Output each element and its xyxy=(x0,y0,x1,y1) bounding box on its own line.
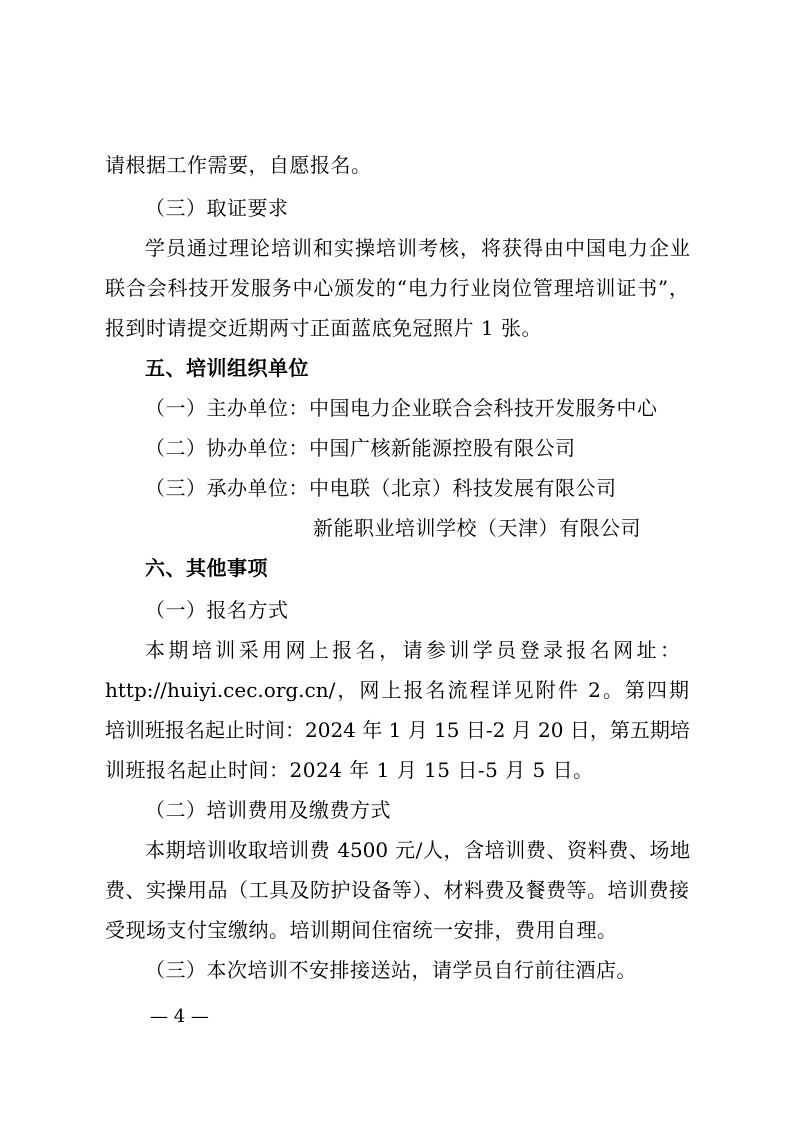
organizer-undertaker-second: 新能职业培训学校（天津）有限公司 xyxy=(313,516,641,540)
text-line: 培训班报名起止时间：2024 年 1 月 15 日-2 月 20 日，第五期培 xyxy=(105,718,690,742)
text-line: 受现场支付宝缴纳。培训期间住宿统一安排，费用自理。 xyxy=(105,918,618,942)
section-heading: 五、培训组织单位 xyxy=(145,356,309,380)
text-line: http://huiyi.cec.org.cn/，网上报名流程详见附件 2。第四期 xyxy=(105,678,689,702)
page-number: — 4 — xyxy=(150,1006,209,1027)
subsection-heading: （一）报名方式 xyxy=(145,598,289,622)
text-line: 报到时请提交近期两寸正面蓝底免冠照片 1 张。 xyxy=(105,316,542,340)
text-line: 请根据工作需要，自愿报名。 xyxy=(105,153,372,177)
organizer-co-host: （二）协办单位：中国广核新能源控股有限公司 xyxy=(145,436,576,460)
text-line: 本期培训收取培训费 4500 元/人，含培训费、资料费、场地 xyxy=(145,838,690,862)
text-line: 联合会科技开发服务中心颁发的“电力行业岗位管理培训证书”， xyxy=(105,276,689,300)
text-line: 训班报名起止时间：2024 年 1 月 15 日-5 月 5 日。 xyxy=(105,758,594,782)
text-line: 学员通过理论培训和实操培训考核，将获得由中国电力企业 xyxy=(145,236,690,260)
subsection-heading: （三）取证要求 xyxy=(145,196,289,220)
organizer-undertaker: （三）承办单位：中电联（北京）科技发展有限公司 xyxy=(145,476,617,500)
text-line: 本期培训采用网上报名，请参训学员登录报名网址： xyxy=(145,638,680,662)
text-line: （三）本次培训不安排接送站，请学员自行前往酒店。 xyxy=(145,958,637,982)
section-heading: 六、其他事项 xyxy=(145,556,268,580)
subsection-heading: （二）培训费用及缴费方式 xyxy=(145,798,391,822)
organizer-host: （一）主办单位：中国电力企业联合会科技开发服务中心 xyxy=(145,396,658,420)
text-line: 费、实操用品（工具及防护设备等）、材料费及餐费等。培训费接 xyxy=(105,878,689,902)
